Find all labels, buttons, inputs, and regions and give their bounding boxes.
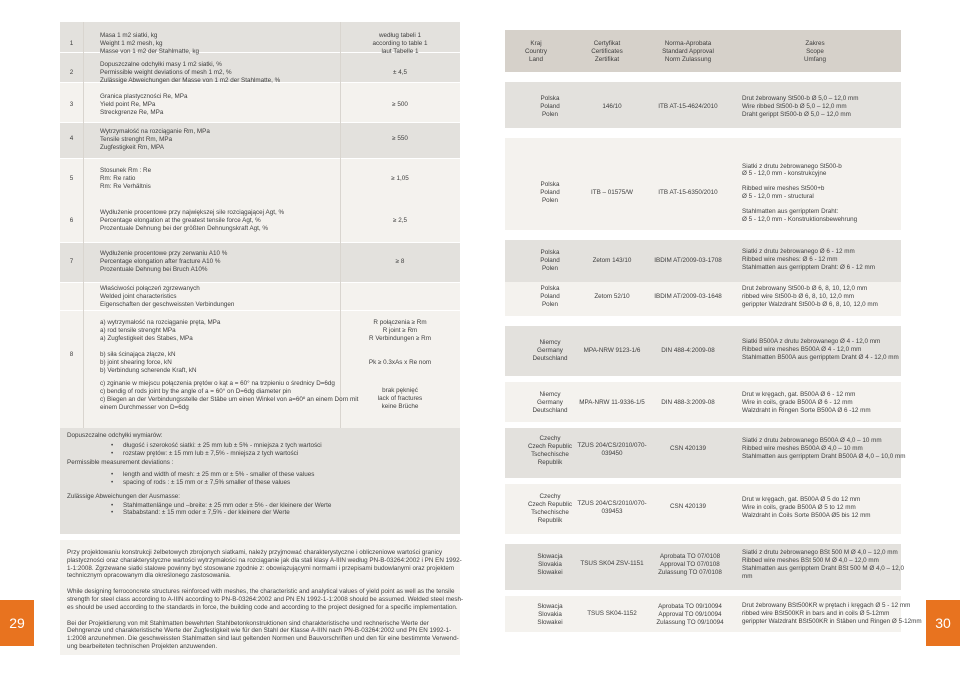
list-item: • spacing of rods : ± 15 mm or ± 7,5% smaller of these values (107, 479, 457, 487)
header-scope: Zakres Scope Umfang (803, 40, 827, 63)
list-item: • length and width of mesh: ± 25 mm or ± 5% - smaller of these values (107, 471, 457, 479)
cert-number: MPA-NRW 11-9336-1/5 (579, 399, 645, 407)
row-description: Masa 1 m2 siatki, kg Weight 1 m2 mesh, kg Masse von 1 m2 der Stahlmatte, kg (100, 32, 200, 55)
row-value: brak pęknięć lack of fractures keine Brüche (377, 387, 423, 410)
row-value: ≥ 8 (395, 258, 405, 266)
row-number: 6 (69, 217, 74, 225)
cert-norm: IBDIM AT/2009-03-1648 (654, 293, 722, 301)
note-en: While designing ferroconcrete structures reinforced with meshes, the characteristic and analytical values of yield point as well as the tensile strength for steel class according to A-IIIN according to PN-B-03264:2002 and PN EN 1992-1-1:2008 should be assumed. Welded steel mesh- es should be used according to the standards in force, the building code and according to the project designed for a specific implementation. (67, 588, 464, 611)
row-number: 5 (69, 175, 74, 183)
row-description: Właściwości połączeń zgrzewanych Welded joint characteristics Eigenschaften der geschweissten Verbindungen (100, 285, 235, 308)
list-item: • rozstaw prętów: ± 15 mm lub ± 7,5% - mniejsza z tych wartości (107, 450, 457, 458)
cert-country: Polska Poland Polen (540, 95, 560, 118)
cert-country: Polska Poland Polen (540, 249, 560, 272)
page-number-right: 30 (926, 600, 960, 646)
cert-number: Zetom 52/10 (594, 293, 630, 301)
row-description: Wydłużenie procentowe przy największej sile rozciągającej Agt, % Percentage elongation at the greatest tensile force Agt, % Prozentuale Dehnung bei der größten Dehnungskraft Agt, % (100, 209, 285, 232)
list-item: • długość i szerokość siatki: ± 25 mm lub ± 5% - mniejsza z tych wartości (107, 442, 457, 450)
row-number: 8 (69, 351, 74, 359)
row-description: Stosunek Rm : Re Rm: Re ratio Rm: Re Verhältnis (100, 167, 152, 190)
row-value: ≥ 1,05 (391, 175, 409, 183)
row-value: ≥ 500 (392, 101, 408, 109)
row-description: Wydłużenie procentowe przy zerwaniu A10 % Percentage elongation after fracture A10 % Prozentuale Dehnung bei Bruch A10% (100, 250, 228, 273)
cert-number: MPA-NRW 9123-1/6 (583, 347, 641, 355)
cert-scope: Siatki z drutu żebrowanego B500A Ø 4,0 – 10 mm Ribbed wire meshes B500A Ø 4,0 – 10 mm Stahlmatten aus gerripptem Draht B500A Ø 4,0 – 10,0 mm (742, 437, 906, 460)
cert-number: 146/10 (602, 103, 622, 111)
header-certificates: Certyfikat Certificates Zertifikat (591, 40, 623, 63)
cert-norm: CSN 420139 (669, 503, 707, 511)
cert-country: Czechy Czech Republic Tschechische Republik (527, 435, 573, 466)
tolerances-title-en: Permissible measurement deviations : (67, 459, 174, 467)
list-item: • Stahlmattenlänge und –breite: ± 25 mm oder ± 5% - der kleinere der Werte (107, 502, 457, 510)
cert-norm: CSN 420139 (669, 445, 707, 453)
row-description: c) zginanie w miejscu połączenia prętów o kąt a = 60° na trzpieniu o średnicy D=6dg c) bendig of rods joint by the angle of a = 60° on D=6dg diameter pin c) Biegen an der Verbindungsstelle der Stäbe um einen Winkel von a=60º an einem Dorn mit einem Durchmesser von D=6dg (100, 380, 359, 411)
cert-country: Polska Poland Polen (540, 181, 560, 204)
row-description: Dopuszczalne odchyłki masy 1 m2 siatki, % Permissible weight deviations of mesh 1 m2, % Zulässige Abweichungen der Masse von 1 m2 der Stahlmatte, % (100, 61, 281, 84)
row-description: Granica plastyczności Re, MPa Yield point Re, MPa Streckgrenze Re, MPa (100, 93, 188, 116)
row-description: Wytrzymałość na rozciąganie Rm, MPa Tensile strenght Rm, MPa Zugfestigkeit Rm, MPA (100, 128, 210, 151)
cert-scope: Drut żebrowany St500-b Ø 5,0 – 12,0 mm Wire ribbed St500-b Ø 5,0 – 12,0 mm Draht gerippt St500-b Ø 5,0 – 12,0 mm (742, 95, 859, 118)
cert-norm: Aprobata TO 09/10094 Approval TO 09/10094 Zulassung TO 09/10094 (656, 603, 724, 626)
tolerances-block (67, 432, 457, 517)
row-value: ≥ 2,5 (393, 217, 407, 225)
cert-scope: Drut w kręgach, gat. B500A Ø 5 do 12 mm Wire in coils, grade B500A Ø 5 to 12 mm Walzdraht in Coils Sorte B500A Ø5 bis 12 mm (742, 496, 871, 519)
cert-scope: Drut żebrowany BSt500KR w prętach i kręgach Ø 5 - 12 mm ribbed wire BSt500KR in bars and in coils Ø 5-12mm gerippter Walzdraht BSt500KR in Stäben und Ringen Ø 5-12mm (742, 602, 922, 625)
list-item: • Stababstand: ± 15 mm oder ± 7,5% - der kleinere der Werte (107, 509, 457, 517)
cert-scope: Drut w kręgach, gat. B500A Ø 6 - 12 mm Wire in coils, grade B500A Ø 6 - 12 mm Walzdraht in Ringen Sorte B500A Ø 6 -12 mm (742, 391, 871, 414)
row-value: ± 4,5 (393, 69, 407, 77)
cert-number: TSUS SK04-1152 (587, 610, 637, 618)
row-description: b) siła ścinająca złącze, kN b) joint shearing force, kN b) Verbindung scherende Kraft, kN (100, 351, 197, 374)
row-value: ≥ 550 (392, 135, 408, 143)
cert-country: Słowacja Slovakia Slowakei (537, 603, 563, 626)
note-de: Bei der Projektierung von mit Stahlmatten bewehrten Stahlbetonkonstruktionen sind charakteristische und rechnerische Werte der Dehngrenze und charakteristische Werte der Zugfestigkeit wie für den Stahl der Klasse A-IIIN nach PN-B-03264:2002 und PN EN 1992-1- 1:2008 anzunehmen. Die geschweissten Stahlmatten sind laut geltenden Normen und Bauvorschriften und den für eine bestimmte Verwend- ung bearbeiteten technischen Projekten anzuwenden. (67, 619, 459, 650)
header-norm: Norma-Aprobata Standard Approval Norm Zulassung (662, 40, 714, 63)
cert-number: Zetom 143/10 (592, 257, 632, 265)
cert-scope: Siatki z drutu żebrowanego Ø 6 - 12 mm Ribbed wire meshes: Ø 6 - 12 mm Stahlmatten aus gerripptem Draht: Ø 6 - 12 mm (742, 248, 875, 271)
cert-norm: ITB AT-15-4624/2010 (658, 103, 718, 111)
cert-country: Niemcy Germany Deutschland (532, 391, 568, 414)
row-number: 4 (69, 135, 74, 143)
cert-country: Niemcy Germany Deutschland (532, 339, 568, 362)
tolerances-title-pl: Dopuszczalne odchyłki wymiarów: (67, 432, 163, 439)
cert-number: TZUS 204/CS/2010/070- 039453 (577, 500, 647, 515)
cert-country: Polska Poland Polen (540, 285, 560, 308)
note-pl: Przy projektowaniu konstrukcji żelbetowych zbrojonych siatkami, należy przyjmować charakterystyczne i obliczeniowe wartości granicy plastyczności oraz charakterystyczne wartości wytrzymałości na rozciąganie jak dla stali klasy A-IIIN według PN-B-03264:2002 i PN EN 1992- 1-1:2008. Zgrzewane siatki stalowe powinny być stosowane zgodnie z: obowiązującymi normami i przepisami budowlanymi oraz projektem technicznym opracowanym dla określonego zastosowania. (67, 549, 462, 580)
cert-norm: DIN 488-3:2009-08 (661, 399, 715, 407)
cert-norm: IBDIM AT/2009-03-1708 (654, 257, 722, 265)
cert-norm: Aprobata TO 07/0108 Approval TO 07/0108 Zulassung TO 07/0108 (658, 553, 722, 576)
cert-country: Czechy Czech Republic Tschechische Republik (527, 493, 573, 524)
row-description: a) wytrzymałość na rozciąganie pręta, MPa a) rod tensile strenght MPa a) Zugfestigkeit des Stabes, MPa (100, 319, 221, 342)
header-country: Kraj Country Land (524, 40, 548, 63)
cert-country: Słowacja Slovakia Slowakei (537, 553, 563, 576)
design-note (67, 549, 464, 651)
cert-number: TSUS SK04 ZSV-1151 (580, 560, 644, 568)
row-value: według tabeli 1 according to table 1 laut Tabelle 1 (372, 32, 428, 55)
cert-scope: Siatki B500A z drutu żebrowanego Ø 4 - 12,0 mm Ribbed wire meshes B500A Ø 4 - 12,0 mm Stahlmatten B500A aus gerripptem Draht Ø 4 - 12,0 mm (742, 338, 899, 361)
row-number: 3 (69, 101, 74, 109)
row-value: R połączenia ≥ Rm R joint ≥ Rm R Verbindungen ≥ Rm (369, 319, 431, 342)
cert-scope: Siatki z drutu żebrowanego BSt 500 M Ø 4,0 – 12,0 mm Ribbed wire meshes BSt 500 M Ø 4,0 – 12,0 mm Stahlmatten aus gerripptem Draht BSt 500 M Ø 4,0 – 12,0 mm (742, 549, 905, 580)
tolerances-title-de: Zulässige Abweichungen der Ausmasse: (67, 492, 181, 500)
cert-number: ITB – 01575/W (591, 189, 633, 197)
cert-scope: Siatki z drutu żebrowanego St500-b Ø 5 - 12,0 mm - konstrukcyjne Ribbed wire meshes St500+b Ø 5 - 12,0 mm - structural Stahlmatten aus gerripptem Draht: Ø 5 - 12,0 mm - Konstruktionsbewehrung (742, 162, 858, 223)
cert-norm: DIN 488-4:2009-08 (661, 347, 715, 355)
cert-number: TZUS 204/CS/2010/070- 039450 (577, 442, 647, 457)
page-number-left: 29 (0, 600, 34, 646)
row-number: 2 (69, 69, 74, 77)
cert-scope: Drut żebrowany St500-b Ø 6, 8, 10, 12,0 mm ribbed wire St500-b Ø 6, 8, 10, 12,0 mm gerippter Walzdraht St500-b Ø 6, 8, 10, 12,0 mm (742, 285, 878, 308)
row-number: 7 (69, 258, 74, 266)
row-value: Pk ≥ 0.3xAs x Re nom (368, 359, 432, 367)
row-number: 1 (69, 40, 74, 48)
cert-norm: ITB AT-15-6350/2010 (658, 189, 718, 197)
